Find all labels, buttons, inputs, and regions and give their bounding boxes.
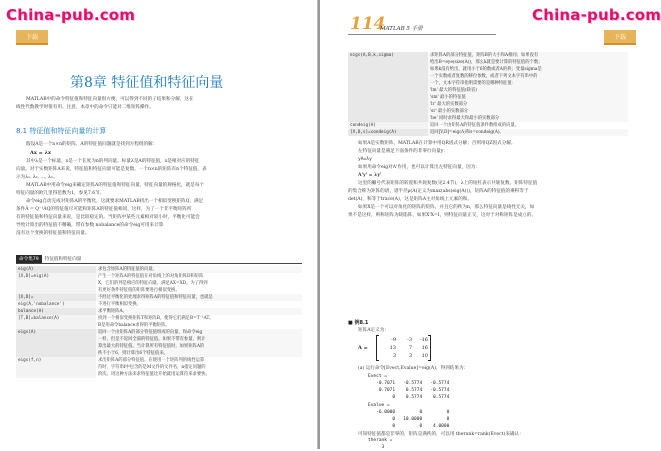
command-description: 返回[V,D]=eig(A)和s=condeig(A)。	[428, 129, 628, 136]
command-set-title: 特征值和特征向量	[44, 256, 82, 262]
command-description: 找到一个相似变换矩阵T和矩阵B，使得它们满足B=T⁻¹AT。	[96, 315, 302, 322]
command-row	[348, 59, 628, 66]
command-description: 算出最大的特征值。当计算所有特征值时，如果矩阵A的	[96, 343, 302, 350]
command-syntax	[16, 280, 96, 287]
section-heading: 8.1 特征值和特征向量的计算	[16, 127, 107, 135]
therank-output: therank = 3	[368, 438, 393, 450]
matrix-cell: -3	[407, 337, 412, 343]
command-description: 产生一个矩阵A的特征值在对角线上的对角矩阵D和矩阵	[96, 273, 302, 280]
command-description: 有更好条件特征值的矩阵要进行相似变换。	[96, 287, 302, 294]
command-syntax	[348, 101, 428, 108]
command-row	[348, 52, 628, 59]
command-row	[348, 115, 628, 122]
command-description: 求包含矩阵A的特征值的向量。	[96, 266, 302, 273]
command-description: 一样，但是不返回全部的特征值。如果不带有参量，则计	[96, 336, 302, 343]
download-tab[interactable]: 下载	[16, 30, 48, 45]
command-description: 一个，文本字符串指明需要的是哪种特征值：	[428, 80, 628, 87]
intro-paragraph: MATLAB中的命令特征值和特征向量很方便，可以得到不同的子结果和分解，这在 线性代数教学时很有用。注意，本章中的命令只能对二维矩阵操作。	[16, 97, 194, 110]
command-syntax: [X,D]=eig(A)	[16, 273, 96, 280]
matrix-left-bracket	[376, 335, 379, 361]
command-description: 'sm' 最小的特征值	[428, 94, 628, 101]
command-syntax: eigs(A)	[16, 329, 96, 336]
command-description: 秩不小于6，则计算出6个特征值来。	[96, 350, 302, 357]
china-pub-logo-right: China-pub.com	[532, 6, 661, 24]
matrix-cell: 3	[408, 353, 412, 359]
command-syntax	[16, 287, 96, 294]
matrix-cell: 3	[392, 353, 396, 359]
book-title: MATLAB 5 手册	[380, 26, 423, 32]
command-description: 求出矩阵A的部分特征值。在使用一个矩阵列的线性运算	[96, 357, 302, 364]
command-row	[348, 73, 628, 80]
page-number: 114	[350, 14, 386, 34]
command-description: 不经过平衡化的处理求得矩阵A的特征值和特征向量，也就是	[96, 294, 302, 301]
command-row	[16, 280, 302, 287]
matrix-cell: 16	[421, 345, 428, 351]
command-syntax: eigs(f,n)	[16, 357, 96, 364]
command-description: 求矩阵A的部分特征值，矩阵B的大小和A相同；如果没有	[428, 52, 628, 59]
command-row	[16, 294, 302, 301]
command-row	[16, 273, 302, 280]
command-table-right	[348, 52, 628, 136]
command-description: 阶次。用这种方法来求特征值比开始就用运算符来求要快。	[96, 371, 302, 378]
china-pub-logo: China-pub.com	[6, 6, 136, 24]
command-syntax	[348, 66, 428, 73]
command-row	[16, 350, 302, 357]
matrix-a-label: A =	[358, 345, 368, 351]
command-description: 给出B=eye(size(A))，那么k就是要计算的特征值的个数；	[428, 59, 628, 66]
command-row	[16, 336, 302, 343]
command-row	[348, 94, 628, 101]
command-row	[16, 364, 302, 371]
command-description: X，它们的列是相应的特征向量，满足AX=XD。为了得到	[96, 280, 302, 287]
command-description: 一个实数或者复数的移位参数，或者下列文本字符串中的	[428, 73, 628, 80]
command-row	[16, 357, 302, 364]
command-row	[16, 322, 302, 329]
download-tab-right[interactable]: 下载	[604, 30, 636, 45]
command-set-header	[16, 254, 81, 263]
matrix-a	[380, 336, 428, 360]
matrix-right-bracket	[428, 335, 431, 361]
command-description: 'be' 同时求得最大和最小的实数部分	[428, 115, 628, 122]
command-syntax	[16, 343, 96, 350]
command-syntax: eigs(A,B,k,sigma)	[348, 52, 428, 59]
command-row	[348, 87, 628, 94]
command-syntax: [X,D]=	[16, 294, 96, 301]
command-row	[348, 66, 628, 73]
example-intro: 矩阵A定义为：	[358, 328, 389, 333]
command-description: B是用命令balance求得的平衡矩阵。	[96, 322, 302, 329]
command-syntax	[348, 80, 428, 87]
matrix-cell: 10	[421, 353, 428, 359]
matrix-cell: -9	[391, 337, 396, 343]
example-heading: ■ 例8.1	[348, 320, 369, 326]
matrix-cell: -16	[419, 337, 428, 343]
command-description: 符时，字符串f中包含的是M文件的文件名，n指定问题的	[96, 364, 302, 371]
formula-ax: Ax = λx	[30, 150, 52, 156]
command-syntax: [T,B]=balance(A)	[16, 315, 96, 322]
command-set-label: 命令集79	[16, 255, 42, 263]
command-row	[348, 122, 628, 129]
command-syntax: balance(A)	[16, 308, 96, 315]
command-row	[348, 108, 628, 115]
command-row	[16, 315, 302, 322]
matrix-row	[380, 352, 428, 360]
command-table-left	[16, 266, 302, 378]
paragraph-2: 其中λ是一个标量，x是一个长度为n的列向量。标量λ是A的特征值，x是相对应的特征 向量。对于实数矩阵A来说，特征值和特征向量可能是复数。一个n×n的矩阵有n个特征值，表 示为λ₁, λ₂, …, λₙ。 MATLAB中用命令eig来确定矩阵A的特征值和特征向量，特征向量的规格化，就是每个 特征向量的欧几里得范数为1，参见7.6节。 命令eig自动完成对矩阵A的平衡化，这就要求MATLAB找出一个相似变换矩阵Q，满足 条件Ā = Q⁻¹AQ的特征值尽可能和矩阵A的特征值相同，这样，为了一个非平衡矩阵所 有的特征值和特征向量来说，是比较稳定的。当矩阵中某些元素相对较小时，平衡化可能会 导致计算出的特征值不精确，带有参数 nobalance的命令eig可用来计算 没有这个变换的特征值和特征向量。	[16, 159, 207, 236]
matrix-cell: 13	[389, 345, 396, 351]
command-syntax	[348, 115, 428, 122]
command-description: 'lr' 最大的实数部分	[428, 101, 628, 108]
evect-output: Evect = -0.7071 -0.5774 -0.5774 0.7071 0.5774 -0.5774 0 0.5774 0.5774	[368, 374, 450, 400]
command-row	[16, 371, 302, 378]
command-syntax	[16, 371, 96, 378]
command-description: 如果k没有给出，就用小于6的数或者A的秩；变量sigma是	[428, 66, 628, 73]
header-rule	[348, 34, 496, 35]
command-syntax: eig(A,'nobalance')	[16, 301, 96, 308]
command-row	[16, 301, 302, 308]
command-syntax	[348, 108, 428, 115]
matrix-row	[380, 336, 428, 344]
command-syntax	[348, 59, 428, 66]
command-row	[16, 343, 302, 350]
command-row	[16, 308, 302, 315]
command-description: 'lm' 最大的特征值(缺省)	[428, 87, 628, 94]
command-description: 返回一个由矩阵A的部分特征值组成的向量，和命令eig	[96, 329, 302, 336]
right-paragraph-1: 如果A是实数矩阵，MATLAB在计算中用QR因式分解；否则用QZ因式分解。 左特征向量是满足下面条件的非零行向量y： yA=λy 如果用命令eig对A'作用，也可以计算出左特征向量，因为： A'y' = λy' 这里的撇号代表矩阵的转置和共轭复数(见2.4节)，λ上的短杠表示共轭复数。矩阵特征值 的集合称为矩阵的谱，谱半径ρ(A)定义为max(abs(eig(A)))，矩阵A的特征值的乘积等于 det(A)，和等于trace(A)，这是矩阵A主对角线上元素的和。 如果X是一个可以对角化的矩阵的矩阵，并且它的秩为n，那么特征向量是线性无关，如 果不是这样，则称矩阵为缺陷阵，如果X'X=I，则特征向量正交，这对于对称矩阵是成立的。	[348, 141, 538, 218]
command-row	[348, 80, 628, 87]
command-row	[16, 287, 302, 294]
chapter-title: 第8章 特征值和特征向量	[70, 75, 224, 91]
evalue-output: Evalue = -6.0000 0 0 0 10.0000 0 0 0 4.0000	[368, 403, 450, 429]
command-syntax: condeig(A)	[348, 122, 428, 129]
command-syntax	[348, 94, 428, 101]
command-syntax	[16, 336, 96, 343]
paragraph-1: 假设A是一个n×n的矩阵，A的特征值问题就是找到方程组的解：	[26, 142, 158, 147]
matrix-cell: 7	[408, 345, 412, 351]
command-description: 'sr' 最小的实数部分	[428, 108, 628, 115]
matrix-row	[380, 344, 428, 352]
command-syntax	[348, 73, 428, 80]
right-paragraph-2: 可知特征值都是非零的，矩阵是满秩的，可以用 therank=rank(Evect)来确认：	[358, 432, 524, 437]
command-set-rule	[16, 263, 302, 264]
command-row	[348, 129, 628, 136]
command-description: 不进行平衡相似变换。	[96, 301, 302, 308]
command-syntax	[16, 322, 96, 329]
command-syntax: [V,D,s]=condeig(A)	[348, 129, 428, 136]
command-syntax	[16, 364, 96, 371]
command-syntax	[348, 87, 428, 94]
left-page	[0, 0, 318, 449]
command-syntax	[16, 350, 96, 357]
command-row	[16, 266, 302, 273]
command-row	[16, 329, 302, 336]
command-description: 返回一个由矩阵A的特征值条件数组成的向量。	[428, 122, 628, 129]
command-description: 求平衡矩阵A。	[96, 308, 302, 315]
command-syntax: eig(A)	[16, 266, 96, 273]
example-step: (a) 运行命令[Evect,Evalue]=eig(A)，得到结果为：	[358, 366, 469, 371]
command-row	[348, 101, 628, 108]
